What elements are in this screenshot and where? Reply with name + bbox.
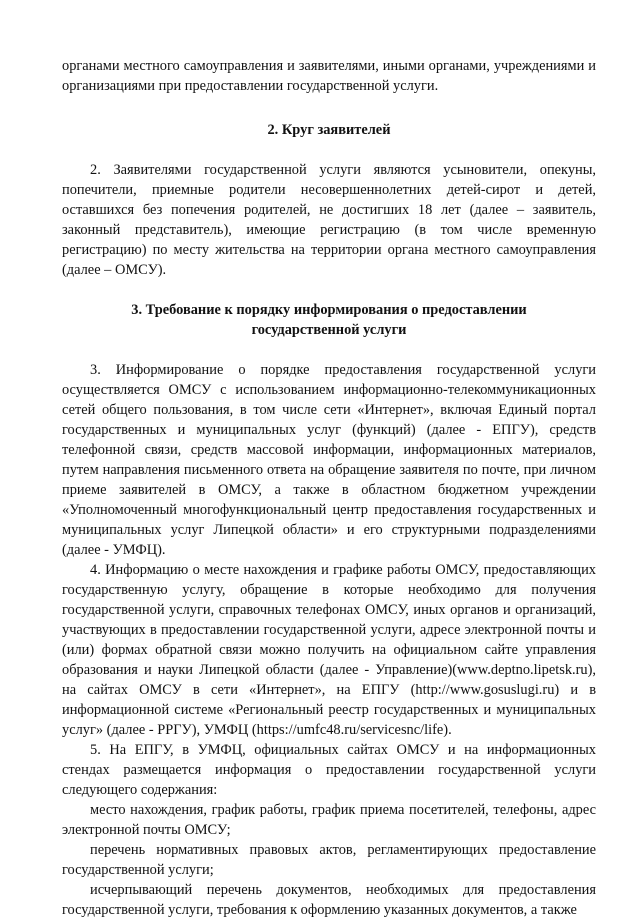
list-item: исчерпывающий перечень документов, необходимых для предоставления государственной услуги, требования к оформлению указанных документов, а также [62,882,596,918]
paragraph-2: 2. Заявителями государственной услуги являются усыновители, опекуны, попечители, приемные родители несовершеннолетних детей-сирот и детей, оставшихся без попечения родителей, не достигших 18 лет (далее – заявитель, законный представитель), имеющие регистрацию (в том числе временную регистрацию) по месту жительства на территории органа местного самоуправления (далее – ОМСУ). [62,162,596,278]
section-3-heading [62,300,596,340]
paragraph-3: 3. Информирование о порядке предоставления государственной услуги осуществляется ОМСУ с использованием информационно-телекоммуникационных сетей общего пользования, в том числе сети «Интернет», включая Единый портал государственных и муниципальных услуг (функций) (далее - ЕПГУ), средств телефонной связи, средств массовой информации, информационных материалов, путем направления письменного ответа на обращение заявителя по почте, при личном приеме заявителей в ОМСУ, а также в областном бюджетном учреждении «Уполномоченный многофункциональный центр предоставления государственных и муниципальных услуг Липецкой области» и его структурными подразделениями (далее - УМФЦ). [62,362,596,558]
list-item: перечень нормативных правовых актов, регламентирующих предоставление государственной услуги; [62,842,596,878]
section-3-heading-line1: 3. Требование к порядку информирования о предоставлении [131,302,527,318]
list-item: место нахождения, график работы, график приема посетителей, телефоны, адрес электронной почты ОМСУ; [62,802,596,838]
intro-paragraph: органами местного самоуправления и заявителями, иными органами, учреждениями и организациями при предоставлении государственной услуги. [62,58,596,94]
paragraph-5: 5. На ЕПГУ, в УМФЦ, официальных сайтах ОМСУ и на информационных стендах размещается информация о предоставлении государственной услуги следующего содержания: [62,742,596,798]
paragraph-4: 4. Информацию о месте нахождения и графике работы ОМСУ, предоставляющих государственную услугу, обращение в которые необходимо для получения государственной услуги, справочных телефонах ОМСУ, иных органов и организаций, участвующих в предоставлении государственной услуги, адресе электронной почты и (или) формах обратной связи можно получить на официальном сайте управления образования и науки Липецкой области (далее - Управление)(www.deptno.lipetsk.ru), на сайтах ОМСУ в сети «Интернет», на ЕПГУ (http://www.gosuslugi.ru) и в информационной системе «Региональный реестр государственных и муниципальных услуг» (далее - РРГУ), УМФЦ (https://umfc48.ru/servicesnc/life). [62,562,596,738]
section-2-heading: 2. Круг заявителей [267,122,391,138]
document-page [62,56,596,920]
section-3-heading-line2: государственной услуги [251,322,407,338]
